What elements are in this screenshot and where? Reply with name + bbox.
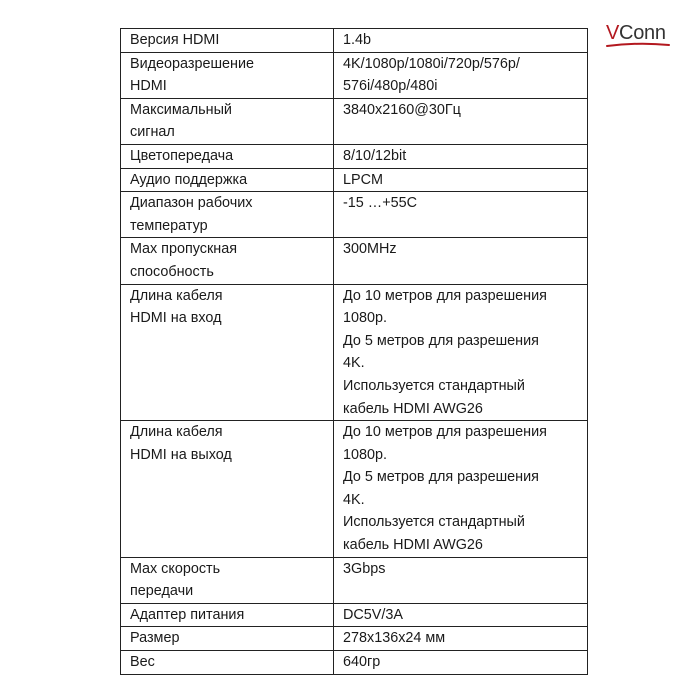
- table-row: [121, 421, 588, 558]
- table-row: [121, 557, 588, 603]
- spec-label: Аудио поддержка: [121, 168, 334, 192]
- spec-label: Вес: [121, 651, 334, 675]
- spec-label: Видеоразрешение HDMI: [121, 52, 334, 98]
- spec-value: До 10 метров для разрешения 1080p. До 5 метров для разрешения 4K. Используется стандартный кабель HDMI AWG26: [334, 284, 588, 421]
- spec-value: LPCM: [334, 168, 588, 192]
- table-row: [121, 284, 588, 421]
- spec-value: 3840x2160@30Гц: [334, 98, 588, 144]
- spec-label: Максимальный сигнал: [121, 98, 334, 144]
- spec-value: 640гр: [334, 651, 588, 675]
- table-row: [121, 144, 588, 168]
- spec-value: До 10 метров для разрешения 1080p. До 5 метров для разрешения 4K. Используется стандартный кабель HDMI AWG26: [334, 421, 588, 558]
- spec-label: Диапазон рабочих температур: [121, 192, 334, 238]
- spec-value: DC5V/3A: [334, 603, 588, 627]
- table-row: [121, 651, 588, 675]
- spec-label: Длина кабеля HDMI на вход: [121, 284, 334, 421]
- spec-label: Длина кабеля HDMI на выход: [121, 421, 334, 558]
- table-row: [121, 603, 588, 627]
- spec-value: 278x136x24 мм: [334, 627, 588, 651]
- table-row: [121, 238, 588, 284]
- table-row: [121, 168, 588, 192]
- spec-label: Размер: [121, 627, 334, 651]
- spec-label: Адаптер питания: [121, 603, 334, 627]
- table-row: [121, 192, 588, 238]
- spec-value: -15 …+55C: [334, 192, 588, 238]
- spec-table: [120, 28, 588, 675]
- logo-letter-v: V: [606, 22, 620, 44]
- spec-label: Max скорость передачи: [121, 557, 334, 603]
- spec-value: 3Gbps: [334, 557, 588, 603]
- logo-swoosh-icon: [606, 41, 670, 51]
- table-row: [121, 52, 588, 98]
- spec-value: 8/10/12bit: [334, 144, 588, 168]
- spec-label: Цветопередача: [121, 144, 334, 168]
- spec-value: 300MHz: [334, 238, 588, 284]
- table-row: [121, 29, 588, 53]
- spec-label: Max пропускная способность: [121, 238, 334, 284]
- table-row: [121, 98, 588, 144]
- logo-letters-conn: Conn: [619, 22, 666, 44]
- spec-label: Версия HDMI: [121, 29, 334, 53]
- table-row: [121, 627, 588, 651]
- spec-value: 4K/1080p/1080i/720p/576p/ 576i/480p/480i: [334, 52, 588, 98]
- spec-value: 1.4b: [334, 29, 588, 53]
- vconn-logo: [606, 22, 670, 52]
